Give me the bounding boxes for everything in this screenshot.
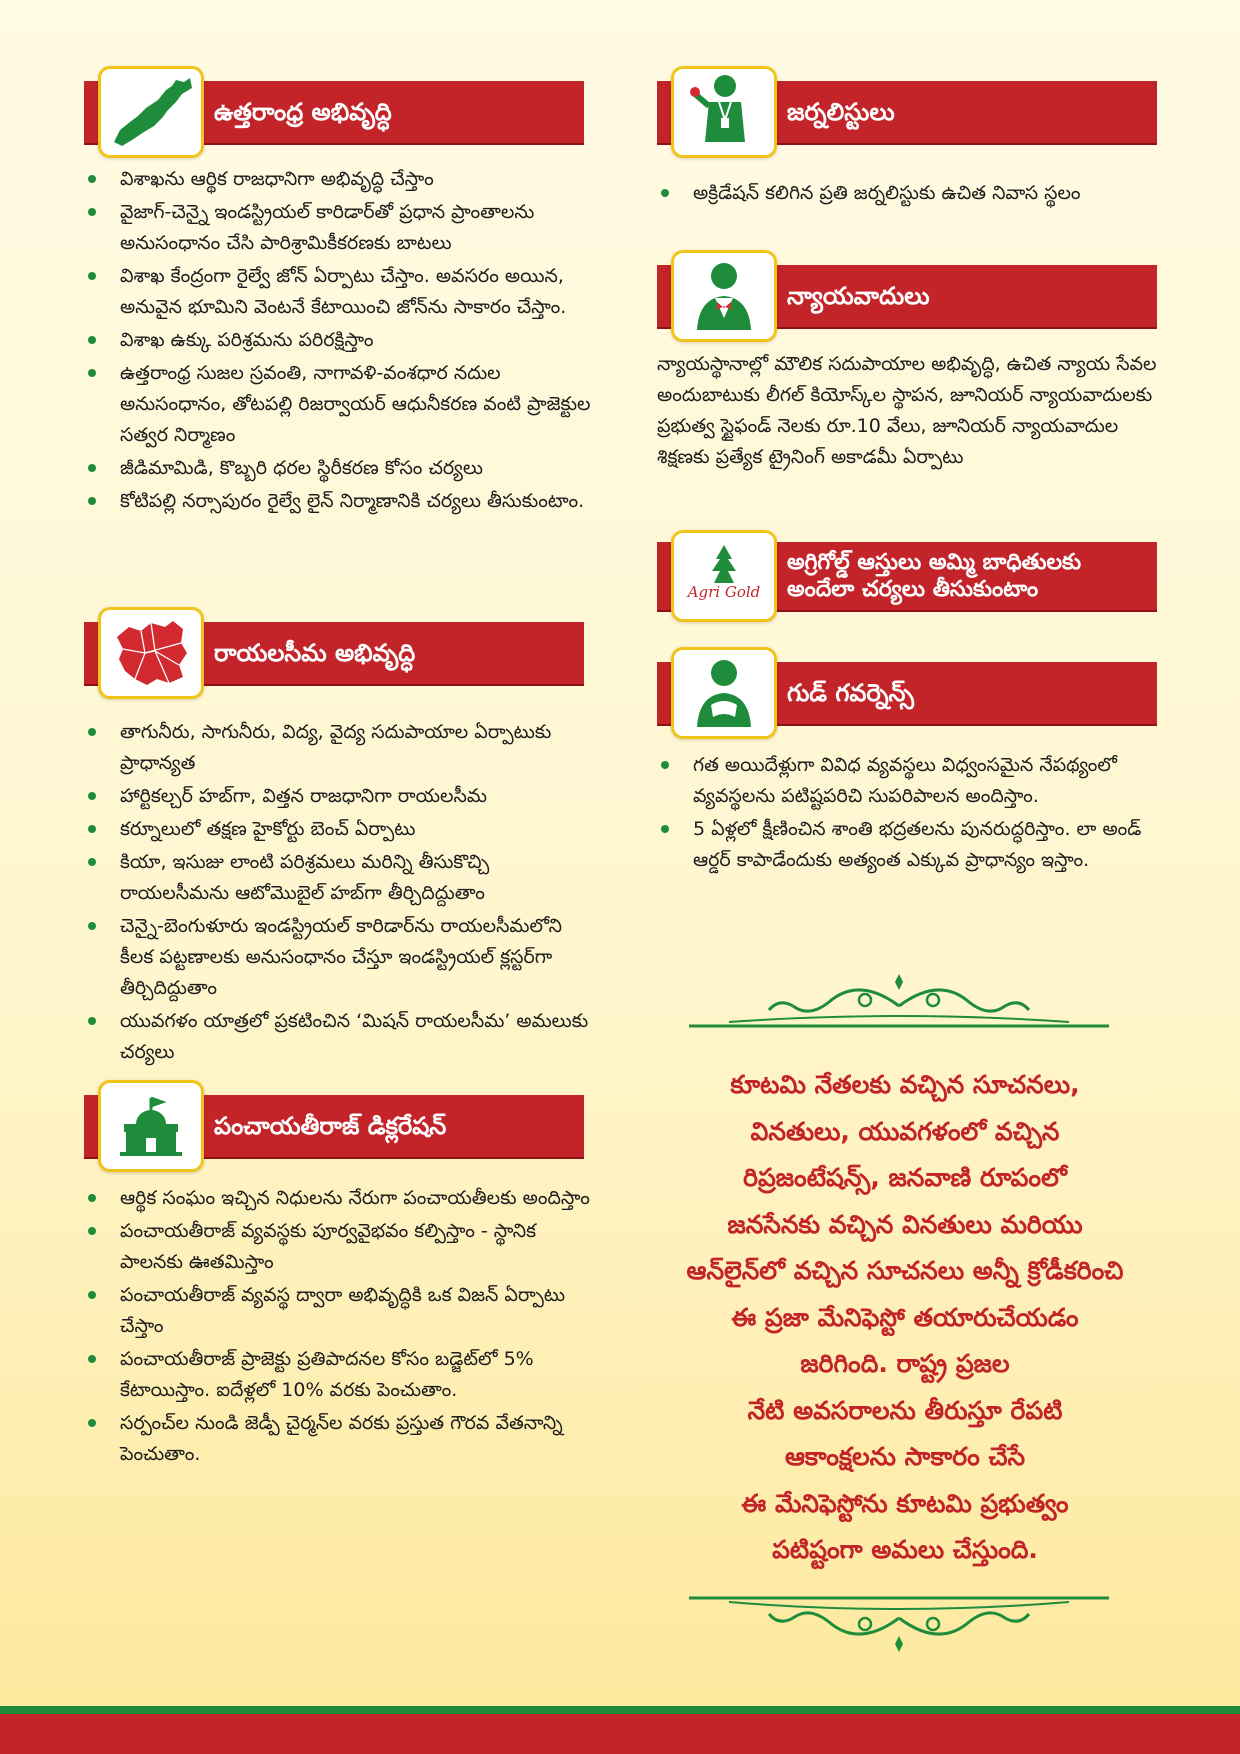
ornament-bottom-icon [689,1590,1109,1660]
governance-list [657,750,1167,878]
list-item: సర్పంచ్‌ల నుండి జెడ్పీ చైర్మన్‌ల వరకు ప్రస్తుత గౌరవ వేతనాన్ని పెంచుతాం. [84,1408,594,1470]
closing-line: పటిష్టంగా అమలు చేస్తుంది. [772,1535,1038,1564]
footer-stripe-green [0,1706,1240,1714]
list-item: కర్నూలులో తక్షణ హైకోర్టు బెంచ్ ఏర్పాటు [84,814,594,845]
list-item: విశాఖ కేంద్రంగా రైల్వే జోన్ ఏర్పాటు చేస్తాం. అవసరం అయిన, అనువైన భూమిని వెంటనే కేటాయించి జోన్‌ను సాకారం చేస్తాం. [84,261,594,323]
ornament-top-icon [689,966,1109,1036]
closing-line: నేటి అవసరాలను తీరుస్తూ రేపటి [747,1395,1063,1425]
list-item: తాగునీరు, సాగునీరు, విద్య, వైద్య సదుపాయాల ఏర్పాటుకు ప్రాధాన్యత [84,717,594,779]
section-title: జర్నలిస్టులు [787,98,895,126]
closing-line: ఈ ప్రజా మేనిఫెస్టో తయారుచేయడం [731,1302,1079,1332]
list-item: వైజాగ్-చెన్నై ఇండస్ట్రియల్ కారిడార్‌తో ప్రధాన ప్రాంతాలను అనుసంధానం చేసి పారిశ్రామికీకరణకు బాటలు [84,197,594,259]
section-title: అగ్రిగోల్డ్ ఆస్తులు అమ్మి బాధితులకు అందేలా చర్యలు తీసుకుంటాం [787,549,1082,602]
lawyers-text: న్యాయస్థానాల్లో మౌలిక సదుపాయాల అభివృద్ధి, ఉచిత న్యాయ సేవల అందుబాటుకు లీగల్ కియోస్క్‌ల స్థాపన, జూనియర్ న్యాయవాదులకు ప్రభుత్వ స్టైఫండ్ నెలకు రూ.10 వేలు, జూనియర్ న్యాయవాదుల శిక్షణకు ప్రత్యేక ట్రైనింగ్ అకాడమీ ఏర్పాటు [657,353,1157,468]
closing-line: జరిగింది. రాష్ట్ర ప్రజల [800,1349,1010,1378]
uttarandhra-list [84,164,594,519]
closing-line: కూటమి నేతలకు వచ్చిన సూచనలు, [730,1070,1080,1099]
closing-line: ఆన్‌లైన్‌లో వచ్చిన సూచనలు అన్నీ క్రోడీకరించి [686,1256,1124,1285]
closing-statement [645,1062,1165,1574]
list-item: అక్రిడేషన్ కలిగిన ప్రతి జర్నలిస్టుకు ఉచిత నివాస స్థలం [657,178,1167,209]
agrigold-logo-icon [671,530,777,622]
journalist-icon [671,66,777,158]
list-item: యువగళం యాత్రలో ప్రకటించిన ‘మిషన్ రాయలసీమ’ అమలుకు చర్యలు [84,1006,594,1068]
list-item: ఆర్థిక సంఘం ఇచ్చిన నిధులను నేరుగా పంచాయతీలకు అందిస్తాం [84,1183,594,1214]
list-item: పంచాయతీరాజ్ వ్యవస్థకు పూర్వవైభవం కల్పిస్తాం - స్థానిక పాలనకు ఊతమిస్తాం [84,1216,594,1278]
agrigold-logo-text: Agri Gold [687,583,761,601]
section-title: రాయలసీమ అభివృద్ధి [214,639,416,667]
list-item: చెన్నై-బెంగుళూరు ఇండస్ట్రియల్ కారిడార్‌ను రాయలసీమలోని కీలక పట్టణాలకు అనుసంధానం చేస్తూ ఇండస్ట్రియల్ క్లస్టర్‌గా తీర్చిదిద్దుతాం [84,911,594,1004]
section-title: ఉత్తరాంధ్ర అభివృద్ధి [214,98,392,126]
closing-line: వినతులు, యువగళంలో వచ్చిన [750,1116,1060,1146]
list-item: ఉత్తరాంధ్ర సుజల స్రవంతి, నాగావళి-వంశధార నదుల అనుసంధానం, తోటపల్లి రిజర్వాయర్ ఆధునీకరణ వంటి ప్రాజెక్టుల సత్వర నిర్మాణం [84,358,594,451]
list-item: గత అయిదేళ్లుగా వివిధ వ్యవస్థలు విధ్వంసమైన నేపథ్యంలో వ్యవస్థలను పటిష్టపరిచి సుపరిపాలన అందిస్తాం. [657,750,1167,812]
list-item: కియా, ఇసుజు లాంటి పరిశ్రమలు మరిన్ని తీసుకొచ్చి రాయలసీమను ఆటోమొబైల్ హబ్‌గా తీర్చిదిద్దుతాం [84,847,594,909]
closing-line: జనసేనకు వచ్చిన వినతులు మరియు [727,1209,1083,1239]
panchayat-list [84,1183,594,1472]
section-title: పంచాయతీరాజ్ డిక్లరేషన్ [214,1112,447,1140]
list-item: 5 ఏళ్లలో క్షీణించిన శాంతి భద్రతలను పునరుద్ధరిస్తాం. లా అండ్ ఆర్డర్ కాపాడేందుకు అత్యంత ఎక్కువ ప్రాధాన్యం ఇస్తాం. [657,814,1167,876]
footer-stripe-red [0,1714,1240,1754]
panchayat-building-icon [98,1080,204,1172]
section-title: గుడ్ గవర్నెన్స్ [787,679,914,707]
section-title: న్యాయవాదులు [787,282,930,310]
closing-line: రిప్రజంటేషన్స్, జనవాణి రూపంలో [743,1163,1067,1192]
lawyer-icon [671,250,777,342]
closing-line: ఈ మేనిఫెస్టోను కూటమి ప్రభుత్వం [741,1488,1069,1518]
list-item: జీడిమామిడి, కొబ్బరి ధరల స్థిరీకరణ కోసం చర్యలు [84,453,594,484]
rayalaseema-map-icon [98,607,204,699]
uttarandhra-map-icon [98,66,204,158]
closing-line: ఆకాంక్షలను సాకారం చేసే [784,1442,1026,1471]
rayalaseema-list [84,717,594,1070]
list-item: విశాఖను ఆర్థిక రాజధానిగా అభివృద్ధి చేస్తాం [84,164,594,195]
journalists-list [657,178,1167,211]
list-item: హార్టికల్చర్ హబ్‌గా, విత్తన రాజధానిగా రాయలసీమ [84,781,594,812]
list-item: పంచాయతీరాజ్ ప్రాజెక్టు ప్రతిపాదనల కోసం బడ్జెట్‌లో 5% కేటాయిస్తాం. ఐదేళ్లలో 10% వరకు పెంచుతాం. [84,1344,594,1406]
list-item: విశాఖ ఉక్కు పరిశ్రమను పరిరక్షిస్తాం [84,325,594,356]
list-item: కోటిపల్లి నర్సాపురం రైల్వే లైన్ నిర్మాణానికి చర్యలు తీసుకుంటాం. [84,486,594,517]
list-item: పంచాయతీరాజ్ వ్యవస్థ ద్వారా అభివృద్ధికి ఒక విజన్ ఏర్పాటు చేస్తాం [84,1280,594,1342]
good-governance-icon [671,647,777,739]
